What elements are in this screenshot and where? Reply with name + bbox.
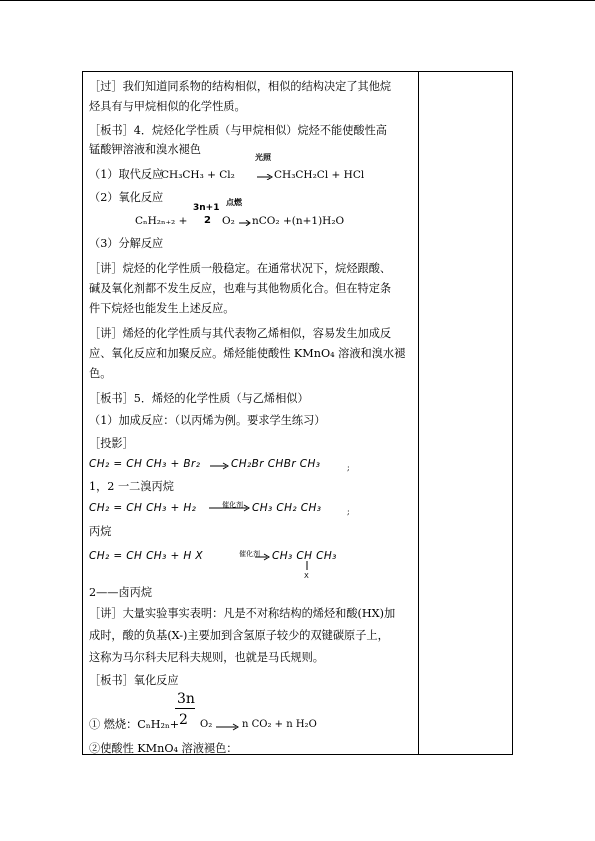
reaction-arrow (255, 553, 271, 561)
paragraph-line: 碱及氧化剂都不发生反应，也难与其他物质化合。但在特定条 (89, 282, 392, 295)
formula-tail: ; (347, 507, 350, 516)
big-coefficient-numerator: 3n (177, 691, 195, 707)
paragraph-line: ②使酸性 KMnO₄ 溶液褪色： (89, 742, 238, 755)
page-top-rule (0, 0, 595, 1)
product-name: 丙烷 (89, 525, 112, 538)
reaction-arrow (257, 174, 273, 180)
paragraph-line: ［讲］大量实验事实表明：凡是不对称结构的烯烃和酸(HX)加 (89, 607, 396, 620)
equation-right: CH₃CH₂Cl + HCl (274, 169, 365, 181)
product-name: 1，2 一二溴丙烷 (89, 480, 174, 493)
coefficient-denominator: 2 (204, 215, 211, 226)
paragraph-line: 应、氧化反应和加聚反应。烯烃能使酸性 KMnO₄ 溶液和溴水褪 (89, 347, 406, 360)
paragraph-line: 色。 (89, 367, 112, 380)
reaction-arrow (216, 723, 240, 731)
formula-left: CH₂ = CH CH₃ + H₂ (89, 502, 197, 514)
product-name: 2——卤丙烷 (89, 586, 153, 599)
equation-left: CₙH₂ₙ₊₂ + (135, 215, 188, 227)
reaction-condition-catalyst: 催化剂 (222, 501, 243, 509)
paragraph-line: 烃具有与甲烷相似的化学性质。 (89, 100, 246, 113)
reaction-condition-catalyst: 催化剂 (239, 550, 260, 558)
paragraph-line: 锰酸钾溶液和溴水褪色 (89, 143, 201, 156)
column-divider (418, 72, 419, 754)
big-coefficient-denominator: 2 (179, 712, 188, 728)
projection-label: ［投影］ (89, 437, 134, 450)
formula-left: CH₂ = CH CH₃ + H X (89, 550, 204, 562)
combustion-oxygen: O₂ (200, 719, 213, 730)
reaction-condition-ignite: 点燃 (226, 198, 242, 207)
combustion-equation-left: ① 燃烧：CₙH₂ₙ+ (89, 718, 180, 731)
reaction-heading: （3）分解反应 (89, 237, 164, 250)
reaction-heading: （2）氧化反应 (89, 191, 164, 204)
equation-left: CH₃CH₃ + Cl₂ (161, 169, 235, 181)
reaction-arrow (210, 462, 230, 470)
board-heading: ［板书］5．烯烃的化学性质（与乙烯相似） (89, 392, 309, 405)
board-heading: ［板书］氧化反应 (89, 674, 179, 687)
formula-right: CH₃ CH₂ CH₃ (252, 502, 322, 514)
paragraph-line: ［讲］烷烃的化学性质一般稳定。在通常状况下，烷烃跟酸、 (89, 262, 392, 275)
formula-tail: ; (347, 463, 350, 472)
formula-left: CH₂ = CH CH₃ + Br₂ (89, 458, 201, 470)
coefficient-numerator: 3n+1 (193, 203, 220, 213)
lesson-table (82, 71, 513, 755)
combustion-equation-right: n CO₂ + n H₂O (242, 719, 317, 730)
paragraph-line: （1）加成反应：（以丙烯为例。要求学生练习） (89, 414, 326, 427)
reaction-condition-light: 光照 (255, 153, 271, 162)
reaction-arrow (239, 220, 251, 226)
paragraph-line: ［讲］烯烃的化学性质与其代表物乙烯相似，容易发生加成反 (89, 327, 392, 340)
paragraph-line: 件下烷烃也能发生上述反应。 (89, 302, 235, 315)
paragraph-line: ［过］我们知道同系物的结构相似，相似的结构决定了其他烷 (89, 80, 392, 93)
paragraph-line: 这称为马尔科夫尼科夫规则，也就是马氏规则。 (89, 651, 324, 664)
paragraph-line: 成时，酸的负基(X-)主要加到含氢原子较少的双键碳原子上， (89, 629, 389, 642)
fraction-bar (175, 708, 195, 709)
equation-right: nCO₂ +(n+1)H₂O (252, 215, 345, 227)
formula-right: CH₃ CH CH₃ (272, 550, 337, 562)
substituent-x: X (304, 572, 309, 580)
reaction-arrow (209, 504, 251, 512)
formula-right: CH₂Br CHBr CH₃ (231, 458, 321, 470)
reaction-heading: （1）取代反应 (89, 168, 164, 181)
equation-oxygen: O₂ (222, 215, 235, 227)
paragraph-line: ［板书］4．烷烃化学性质（与甲烷相似）烷烃不能使酸性高 (89, 124, 387, 137)
